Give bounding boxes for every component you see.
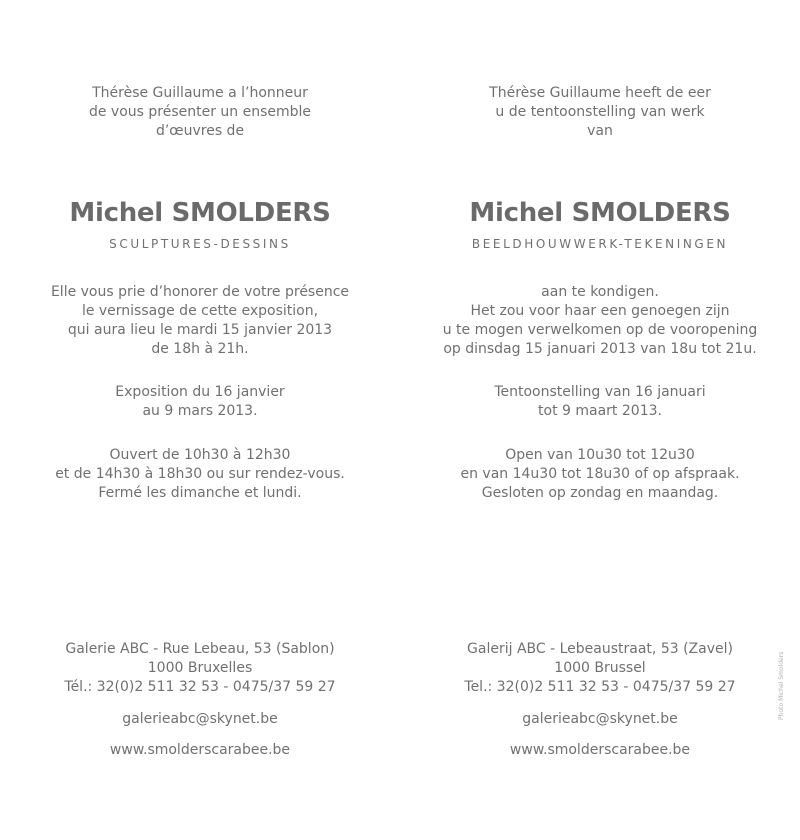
phone-line: Tel.: 32(0)2 511 32 53 - 0475/37 59 27	[464, 679, 736, 695]
dates-line: au 9 mars 2013.	[142, 403, 258, 419]
exhibition-dates	[410, 383, 790, 421]
invitation-line: qui aura lieu le mardi 15 janvier 2013	[67, 322, 333, 338]
website-link[interactable]: www.smolderscarabee.be	[509, 742, 691, 758]
hours-line: en van 14u30 tot 18u30 of op afspraak.	[460, 466, 740, 482]
address-line: 1000 Brussel	[554, 660, 646, 676]
invitation-line: Het zou voor haar een genoegen zijn	[470, 303, 730, 319]
artist-name: Michel SMOLDERS	[469, 198, 731, 228]
invitation-line: u te mogen verwelkomen op de vooropening	[442, 322, 758, 338]
photo-credit: Photo Michel Smolders	[778, 651, 785, 720]
hours-line: et de 14h30 à 18h30 ou sur rendez-vous.	[55, 466, 345, 482]
opening-hours	[410, 446, 790, 503]
invitation-text	[10, 283, 390, 359]
invitation-line: de 18h à 21h.	[151, 341, 249, 357]
intro-text	[410, 84, 790, 141]
invitation-line: Elle vous prie d’honorer de votre présence	[50, 284, 350, 300]
address-line: Galerij ABC - Lebeaustraat, 53 (Zavel)	[467, 641, 733, 657]
hours-line: Fermé les dimanche et lundi.	[98, 485, 302, 501]
website-link[interactable]: www.smolderscarabee.be	[109, 742, 291, 758]
intro-line: d’œuvres de	[155, 123, 245, 139]
artist-heading	[10, 198, 390, 252]
artist-name: Michel SMOLDERS	[69, 198, 331, 228]
invitation-line: le vernissage de cette exposition,	[81, 303, 319, 319]
dates-line: tot 9 maart 2013.	[538, 403, 662, 419]
exhibition-dates	[10, 383, 390, 421]
invitation-line: op dinsdag 15 januari 2013 van 18u tot 21u.	[443, 341, 757, 357]
gallery-address	[10, 640, 390, 697]
hours-line: Ouvert de 10h30 à 12h30	[109, 447, 291, 463]
exhibition-subtitle: BEELDHOUWWERK-TEKENINGEN	[471, 237, 729, 251]
exhibition-subtitle: SCULPTURES-DESSINS	[109, 237, 291, 251]
artist-heading	[410, 198, 790, 252]
hours-line: Open van 10u30 tot 12u30	[505, 447, 695, 463]
intro-line: Thérèse Guillaume heeft de eer	[489, 85, 711, 101]
address-line: 1000 Bruxelles	[147, 660, 253, 676]
opening-hours	[10, 446, 390, 503]
dates-line: Exposition du 16 janvier	[115, 384, 285, 400]
invitation-line: aan te kondigen.	[541, 284, 659, 300]
intro-text	[10, 84, 390, 141]
gallery-address	[410, 640, 790, 697]
intro-line: de vous présenter un ensemble	[88, 104, 312, 120]
phone-line: Tél.: 32(0)2 511 32 53 - 0475/37 59 27	[64, 679, 336, 695]
dates-line: Tentoonstelling van 16 januari	[494, 384, 706, 400]
email-link[interactable]: galerieabc@skynet.be	[522, 711, 678, 727]
intro-line: u de tentoonstelling van werk	[495, 104, 705, 120]
email-link[interactable]: galerieabc@skynet.be	[122, 711, 278, 727]
invitation-text	[410, 283, 790, 359]
address-line: Galerie ABC - Rue Lebeau, 53 (Sablon)	[65, 641, 335, 657]
hours-line: Gesloten op zondag en maandag.	[481, 485, 719, 501]
intro-line: van	[587, 123, 613, 139]
intro-line: Thérèse Guillaume a l’honneur	[92, 85, 308, 101]
